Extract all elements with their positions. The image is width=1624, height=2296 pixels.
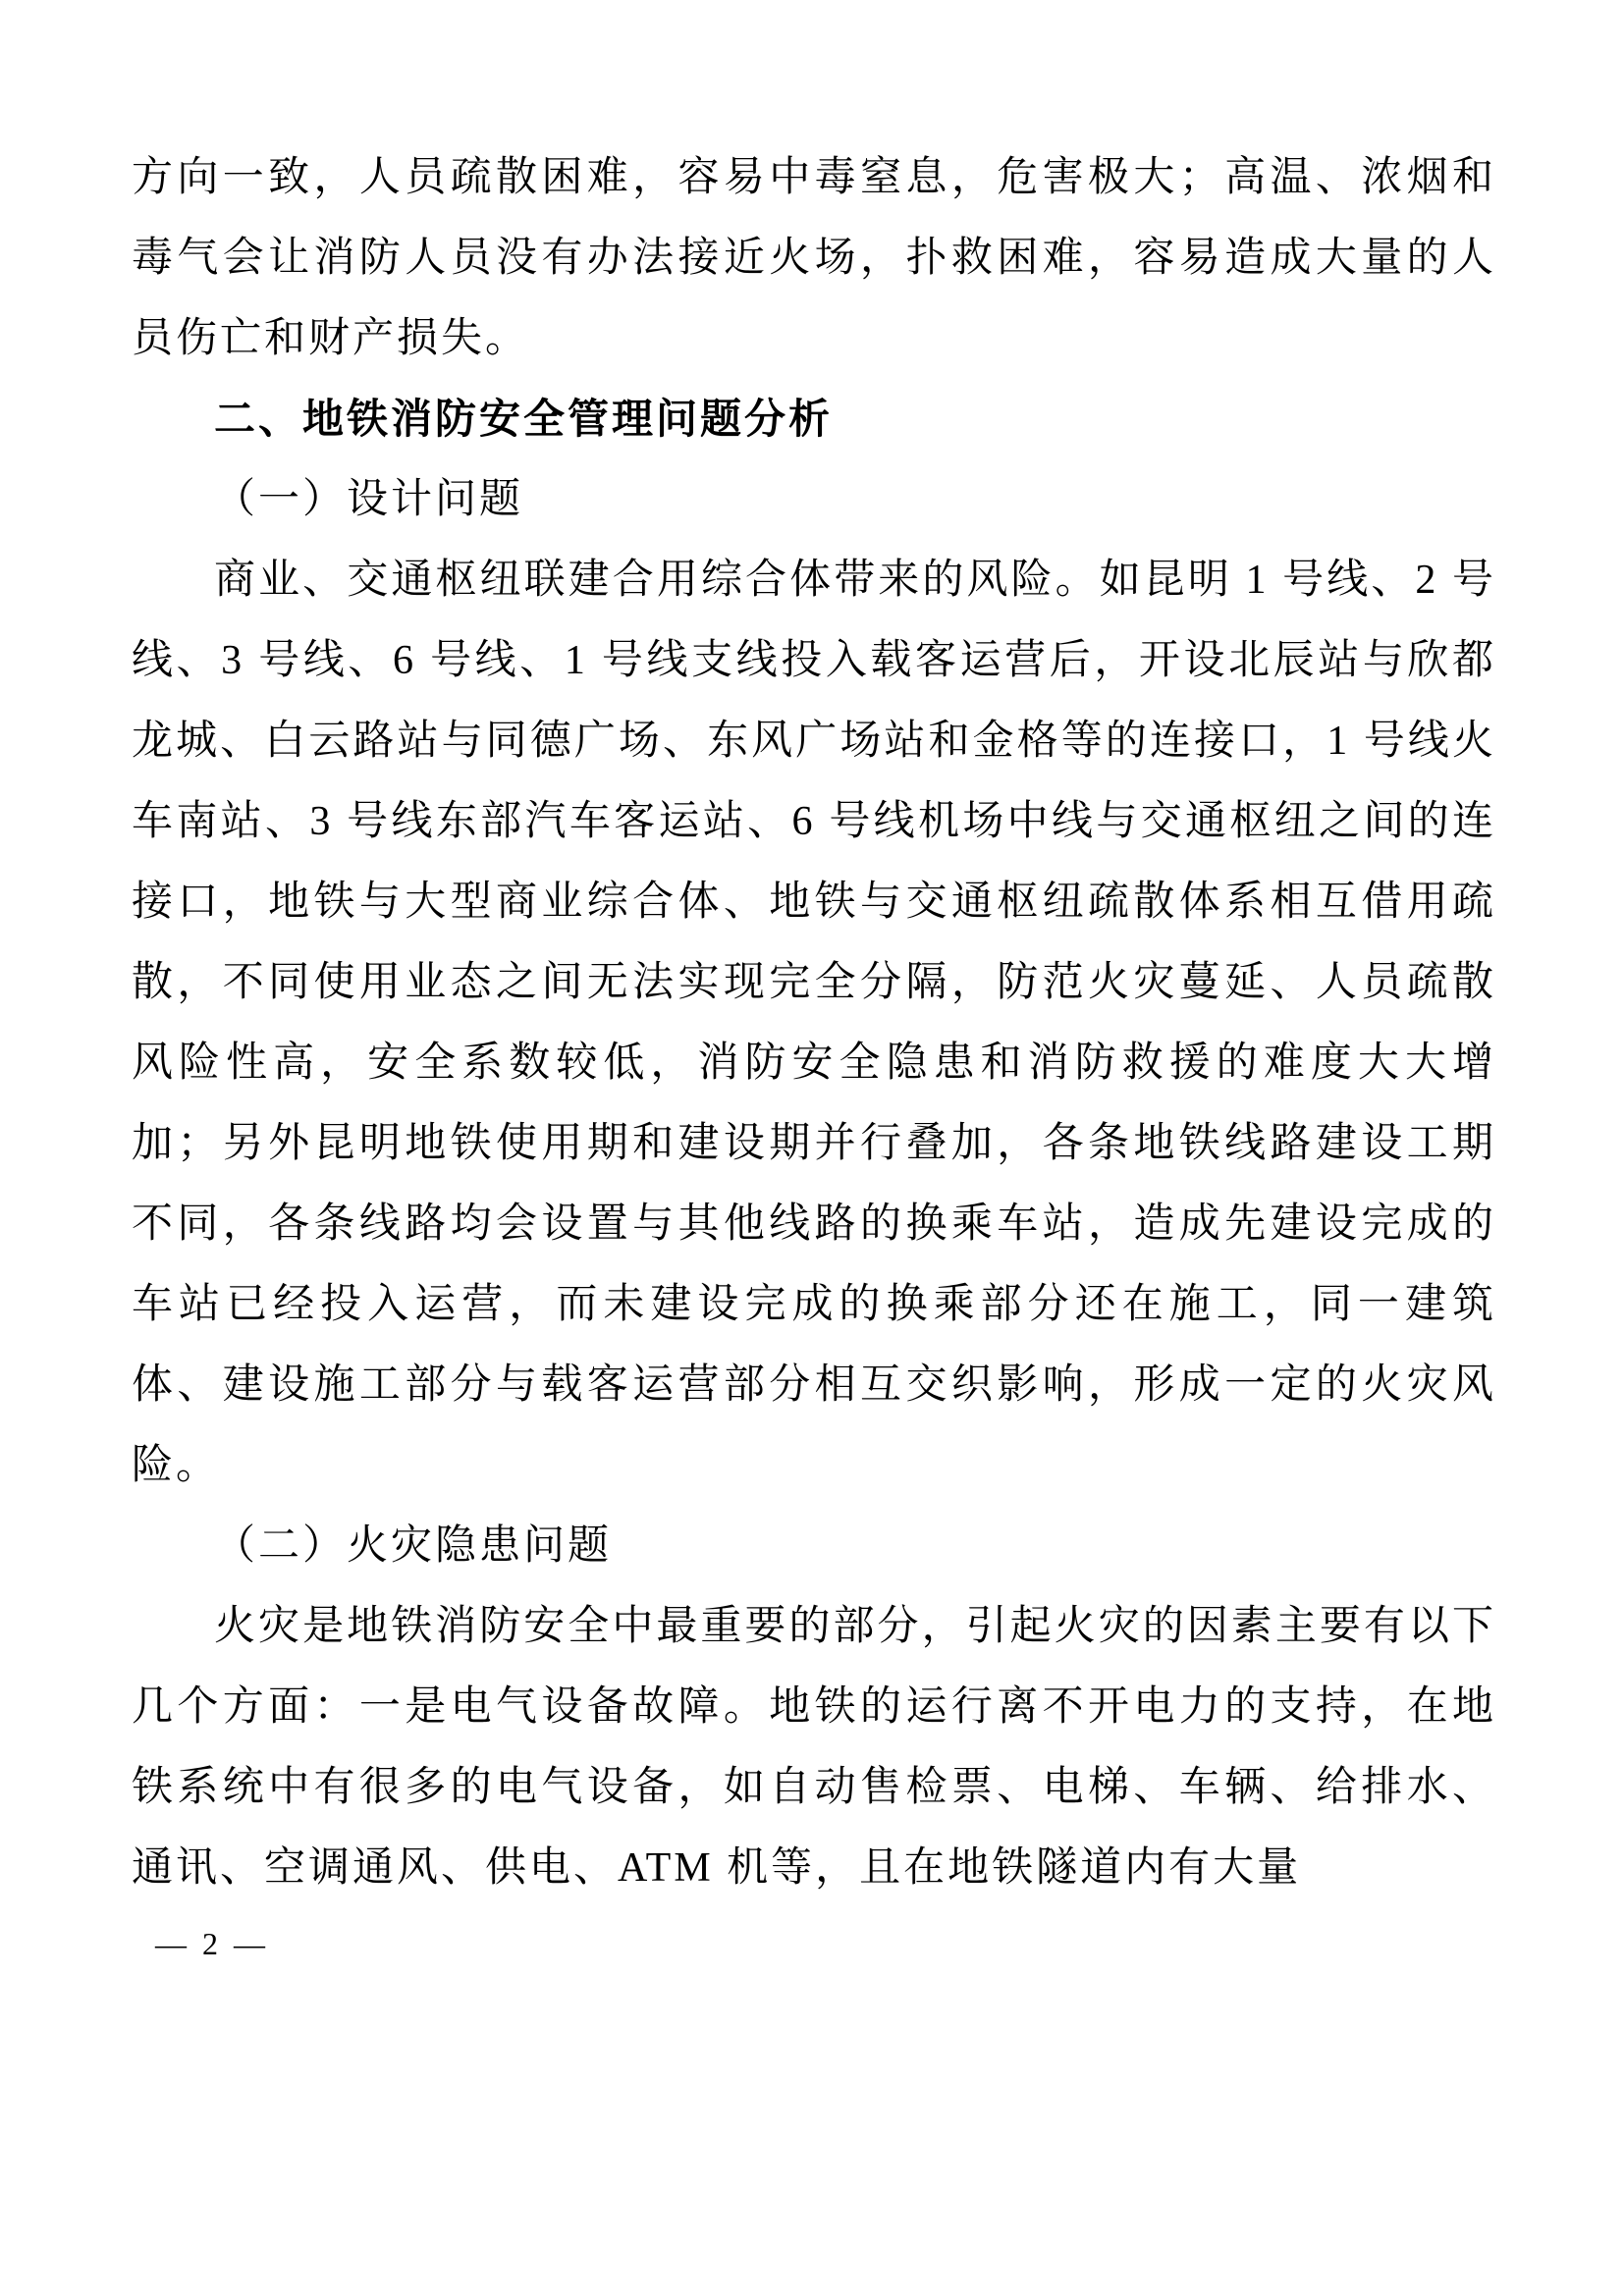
section-heading: 二、地铁消防安全管理问题分析 — [214, 396, 834, 442]
document-content — [132, 137, 1496, 1908]
page-number: — 2 — — [155, 1926, 269, 1961]
paragraph-fire-hazard: 火灾是地铁消防安全中最重要的部分，引起火灾的因素主要有以下几个方面：一是电气设备故障。地铁的运行离不开电力的支持，在地铁系统中有很多的电气设备，如自动售检票、电梯、车辆、给排水、通讯、空调通风、供电、ATM 机等，且在地铁隧道内有大量 — [132, 1604, 1496, 1891]
paragraph-design-issues: 商业、交通枢纽联建合用综合体带来的风险。如昆明 1 号线、2 号线、3 号线、6 号线、1 号线支线投入载客运营后，开设北辰站与欣都龙城、白云路站与同德广场、东风广场站和金格等的连接口，1 号线火车南站、3 号线东部汽车客运站、6 号线机场中线与交通枢纽之间的连接口，地铁与大型商业综合体、地铁与交通枢纽疏散体系相互借用疏散，不同使用业态之间无法实现完全分隔，防范火灾蔓延、人员疏散风险性高，安全系数较低，消防安全隐患和消防救援的难度大大增加；另外昆明地铁使用期和建设期并行叠加，各条地铁线路建设工期不同，各条线路均会设置与其他线路的换乘车站，造成先建设完成的车站已经投入运营，而未建设完成的换乘部分还在施工，同一建筑体、建设施工部分与载客运营部分相互交织影响，形成一定的火灾风险。 — [132, 558, 1496, 1488]
paragraph-continuation: 方向一致，人员疏散困难，容易中毒窒息，危害极大；高温、浓烟和毒气会让消防人员没有办法接近火场，扑救困难，容易造成大量的人员伤亡和财产损失。 — [132, 155, 1496, 361]
subsection-heading-fire-hazard: （二）火灾隐患问题 — [214, 1523, 613, 1569]
subsection-heading-design: （一）设计问题 — [214, 477, 524, 522]
